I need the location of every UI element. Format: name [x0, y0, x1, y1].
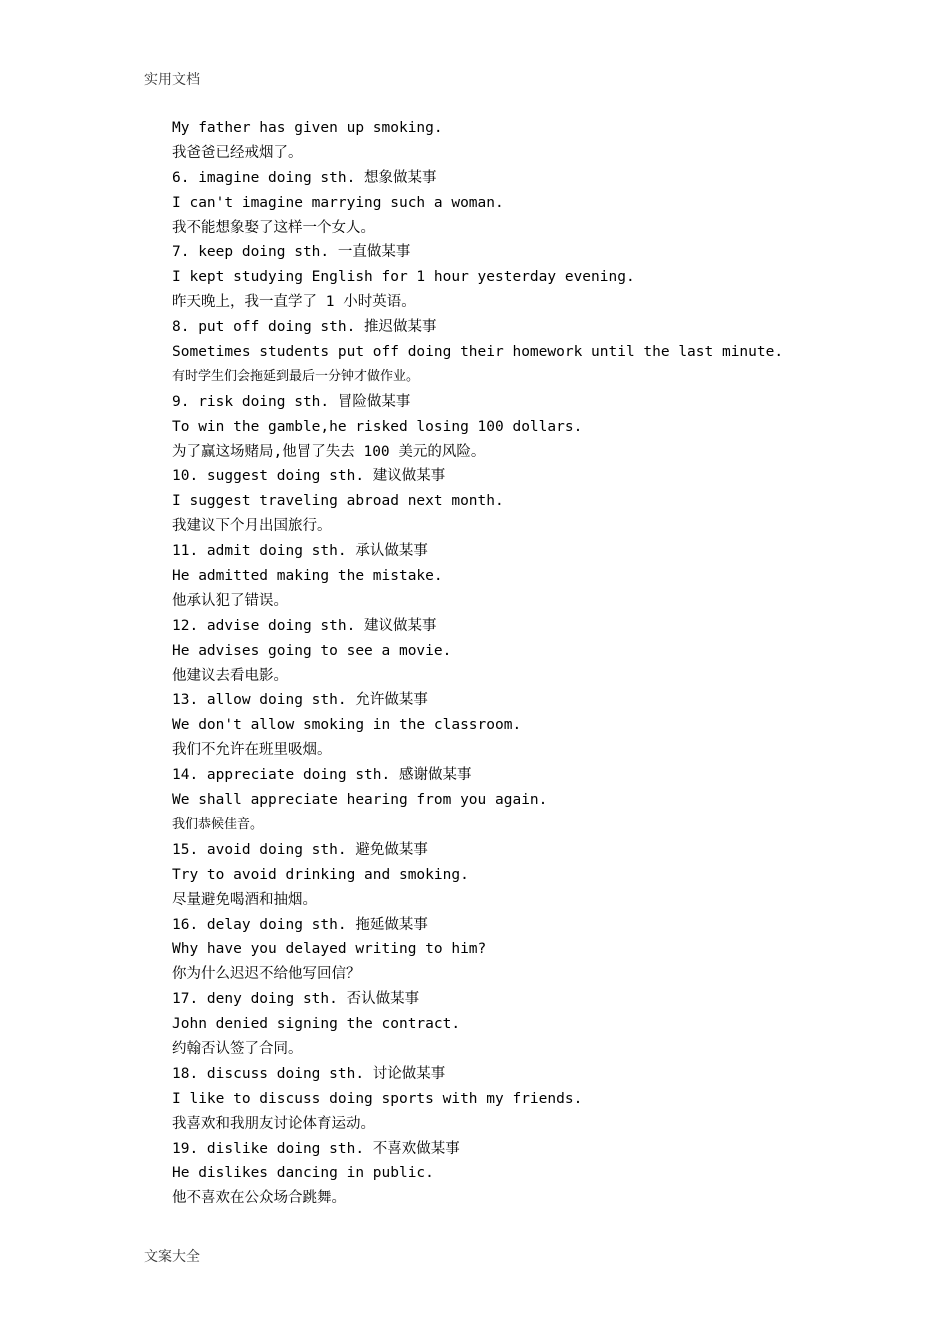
phrase-heading: 6. imagine doing sth. 想象做某事 — [172, 169, 437, 186]
phrase-heading: 10. suggest doing sth. 建议做某事 — [172, 468, 446, 485]
example-sentence: He advises going to see a movie. — [172, 642, 452, 659]
example-sentence: We shall appreciate hearing from you again. — [172, 792, 548, 809]
example-sentence: My father has given up smoking. — [172, 120, 443, 136]
page-header: 实用文档 — [144, 72, 200, 88]
phrase-heading: 14. appreciate doing sth. 感谢做某事 — [172, 767, 472, 784]
phrase-heading: 12. advise doing sth. 建议做某事 — [172, 617, 437, 634]
translation: 你为什么迟迟不给他写回信？ — [172, 966, 361, 983]
example-sentence: We don't allow smoking in the classroom. — [172, 717, 522, 734]
translation: 尽量避免喝酒和抽烟。 — [172, 891, 317, 908]
phrase-heading: 19. dislike doing sth. 不喜欢做某事 — [172, 1140, 460, 1157]
example-sentence: I suggest traveling abroad next month. — [172, 493, 504, 510]
phrase-heading: 18. discuss doing sth. 讨论做某事 — [172, 1065, 446, 1082]
example-sentence: He dislikes dancing in public. — [172, 1165, 434, 1182]
example-sentence: I can't imagine marrying such a woman. — [172, 194, 504, 211]
translation: 我喜欢和我朋友讨论体育运动。 — [172, 1115, 375, 1132]
document-body — [172, 116, 872, 1211]
phrase-heading: 17. deny doing sth. 否认做某事 — [172, 991, 420, 1008]
example-sentence: To win the gamble,he risked losing 100 dollars. — [172, 418, 583, 435]
translation: 他承认犯了错误。 — [172, 592, 288, 609]
phrase-heading: 7. keep doing sth. 一直做某事 — [172, 244, 411, 261]
translation: 我们恭候佳音。 — [172, 816, 264, 832]
example-sentence: Try to avoid drinking and smoking. — [172, 866, 469, 883]
translation: 有时学生们会拖延到最后一分钟才做作业。 — [172, 368, 420, 384]
translation: 为了赢这场赌局,他冒了失去 100 美元的风险。 — [172, 443, 486, 460]
example-sentence: Sometimes students put off doing their homework until the last minute. — [172, 344, 784, 361]
phrase-heading: 8. put off doing sth. 推迟做某事 — [172, 319, 437, 336]
translation: 我爸爸已经戒烟了。 — [172, 144, 303, 161]
example-sentence: I kept studying English for 1 hour yesterday evening. — [172, 269, 635, 286]
translation: 约翰否认签了合同。 — [172, 1040, 303, 1057]
example-sentence: He admitted making the mistake. — [172, 568, 443, 585]
translation: 他不喜欢在公众场合跳舞。 — [172, 1190, 346, 1207]
phrase-heading: 16. delay doing sth. 拖延做某事 — [172, 916, 428, 933]
example-sentence: I like to discuss doing sports with my friends. — [172, 1090, 583, 1107]
phrase-heading: 9. risk doing sth. 冒险做某事 — [172, 393, 411, 410]
translation: 他建议去看电影。 — [172, 667, 288, 684]
example-sentence: Why have you delayed writing to him? — [172, 941, 487, 958]
translation: 昨天晚上，我一直学了 1 小时英语。 — [172, 294, 416, 311]
translation: 我建议下个月出国旅行。 — [172, 518, 332, 535]
translation: 我不能想象娶了这样一个女人。 — [172, 219, 375, 236]
example-sentence: John denied signing the contract. — [172, 1016, 461, 1033]
phrase-heading: 15. avoid doing sth. 避免做某事 — [172, 841, 428, 858]
translation: 我们不允许在班里吸烟。 — [172, 742, 332, 759]
phrase-heading: 13. allow doing sth. 允许做某事 — [172, 692, 428, 709]
phrase-heading: 11. admit doing sth. 承认做某事 — [172, 543, 428, 560]
page-footer: 文案大全 — [144, 1249, 200, 1265]
